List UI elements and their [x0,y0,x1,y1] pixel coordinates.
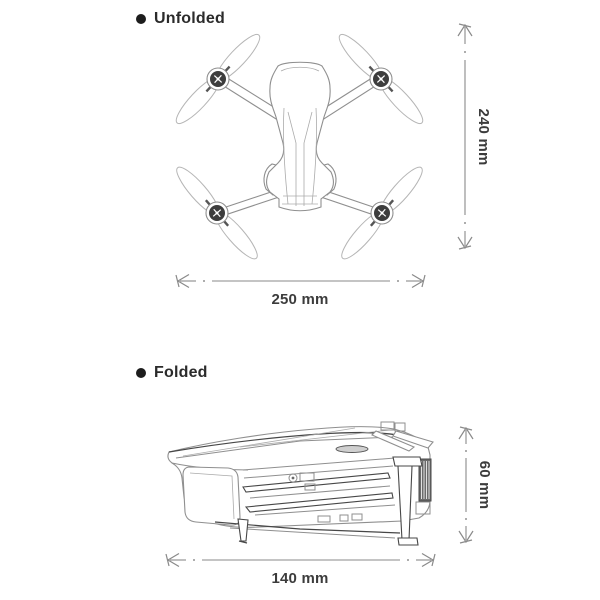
folded-height-dimension [459,427,493,543]
unfolded-height-dimension [458,24,492,249]
drone-side-view-illustration [168,422,433,545]
camera-housing [183,467,240,525]
drone-top-view-illustration [171,30,428,264]
motor-rear-left-icon [206,200,228,226]
folded-height-value: 60 mm [476,460,494,510]
unfolded-width-value: 250 mm [271,291,329,308]
front-landing-leg [238,519,248,543]
folded-width-value: 140 mm [271,570,329,587]
folded-section-title: Folded [154,364,208,381]
drone-body [266,62,333,211]
unfolded-height-value: 240 mm [475,108,493,166]
motor-rear-right-icon [371,200,393,226]
unfolded-section-title: Unfolded [154,10,225,27]
folded-width-dimension [166,554,435,588]
unfolded-width-dimension [176,275,425,309]
